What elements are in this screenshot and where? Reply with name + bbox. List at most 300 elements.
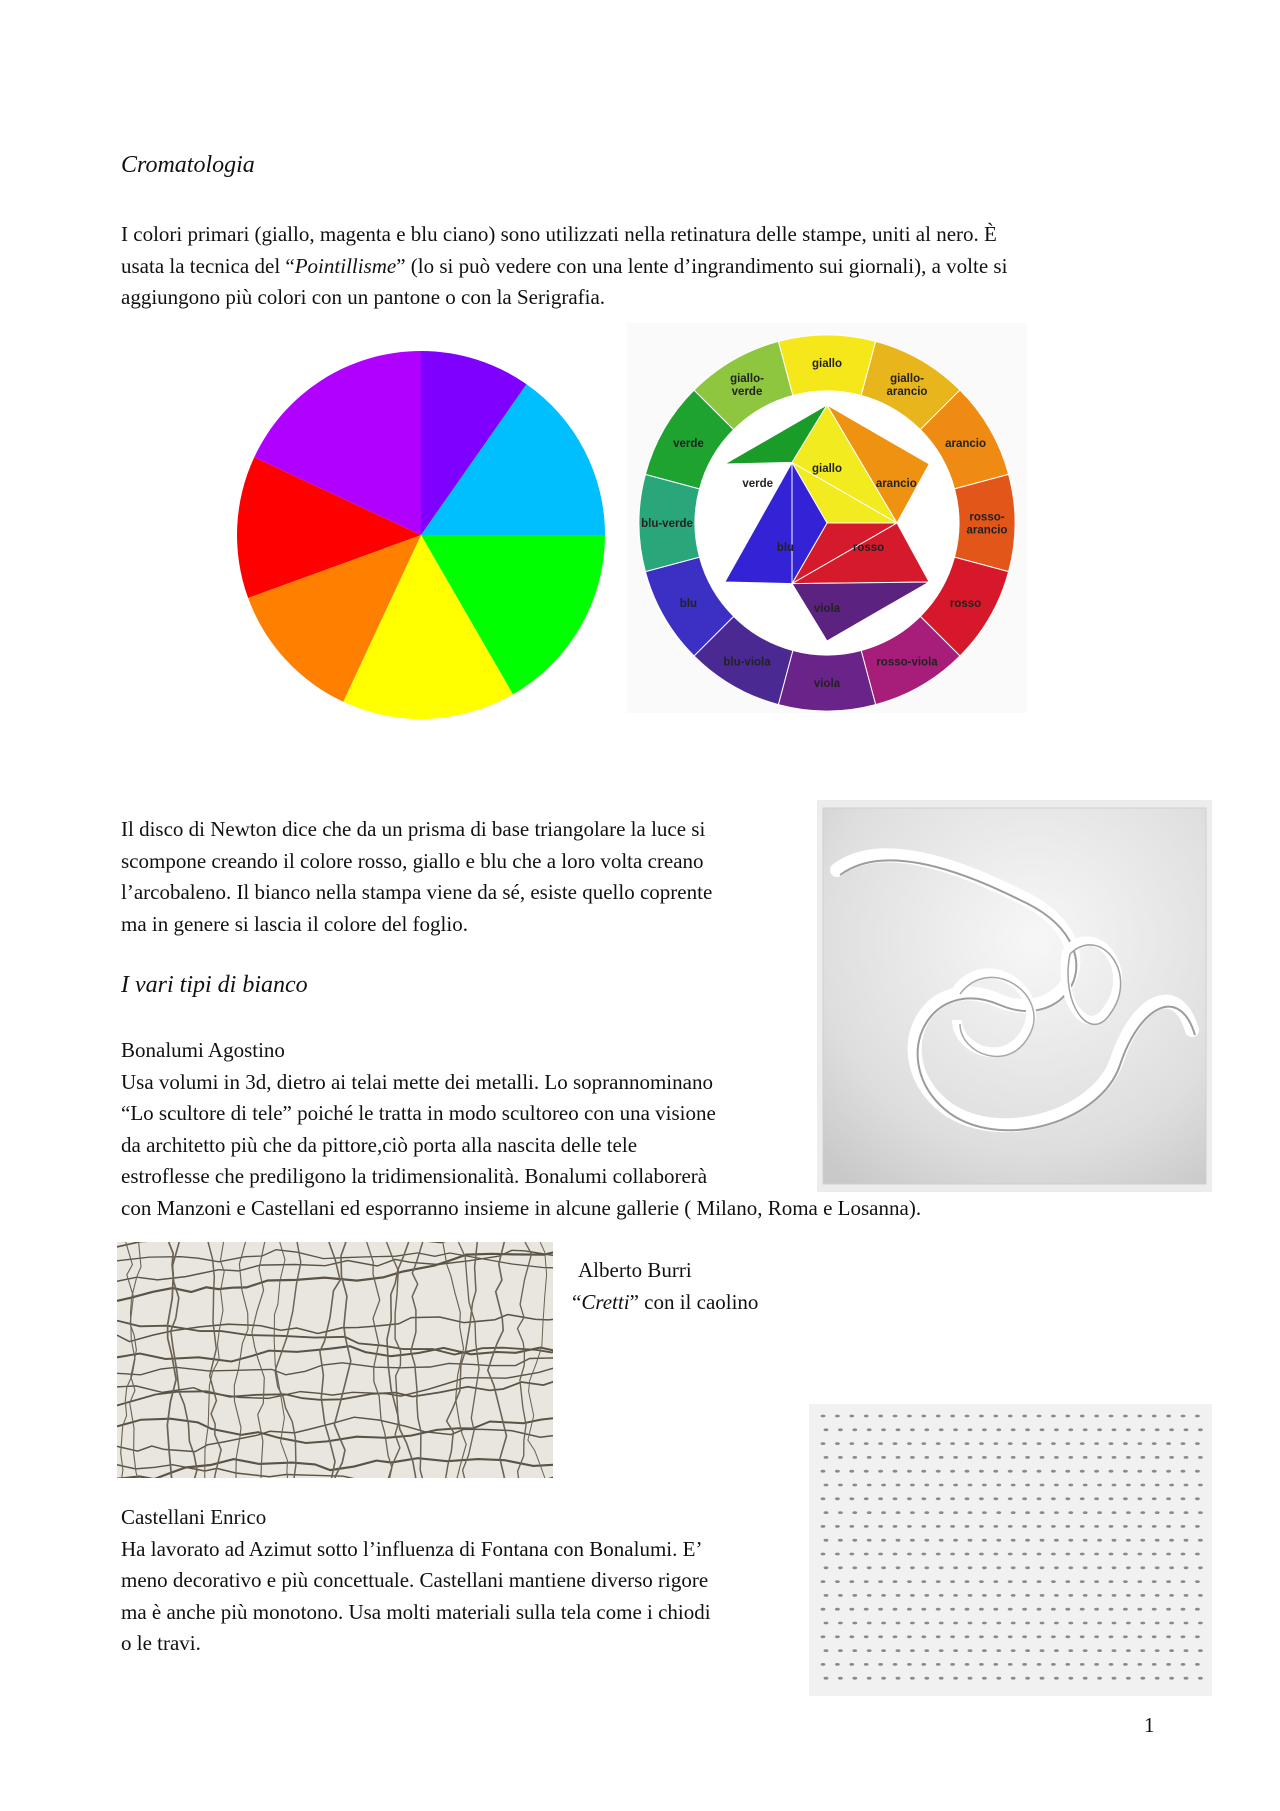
grid-dot — [1097, 1456, 1102, 1459]
grid-dot — [835, 1525, 840, 1528]
grid-dot — [1155, 1649, 1160, 1652]
bonalumi-name: Bonalumi Agostino — [121, 1038, 285, 1062]
grid-dot — [852, 1539, 857, 1542]
grid-dot — [1080, 1580, 1085, 1583]
grid-dot — [1037, 1608, 1042, 1611]
grid-dot — [1054, 1677, 1059, 1680]
grid-dot — [921, 1608, 926, 1611]
grid-dot — [1140, 1428, 1145, 1431]
grid-dot — [1051, 1553, 1056, 1556]
grid-dot — [1181, 1580, 1186, 1583]
grid-dot — [1011, 1649, 1016, 1652]
grid-dot — [907, 1497, 912, 1500]
grid-dot — [1109, 1580, 1114, 1583]
grid-dot — [936, 1608, 941, 1611]
grid-dot — [1140, 1622, 1145, 1625]
grid-dot — [1065, 1553, 1070, 1556]
grid-dot — [1083, 1539, 1088, 1542]
grid-dot — [921, 1663, 926, 1666]
grid-dot — [852, 1511, 857, 1514]
grid-dot — [1195, 1442, 1200, 1445]
grid-dot — [1169, 1622, 1174, 1625]
grid-dot — [1065, 1442, 1070, 1445]
grid-dot — [993, 1525, 998, 1528]
grid-dot — [1137, 1525, 1142, 1528]
grid-dot — [881, 1511, 886, 1514]
itten-wheel-graphic — [627, 323, 1027, 713]
newton-paragraph — [121, 814, 801, 940]
grid-dot — [824, 1456, 829, 1459]
grid-dot — [950, 1580, 955, 1583]
grid-dot — [1083, 1511, 1088, 1514]
grid-dot — [1094, 1553, 1099, 1556]
grid-dot — [996, 1456, 1001, 1459]
grid-dot — [1166, 1553, 1171, 1556]
intro-paragraph — [121, 219, 1161, 314]
grid-dot — [1155, 1484, 1160, 1487]
grid-dot — [835, 1580, 840, 1583]
grid-dot — [1112, 1594, 1117, 1597]
grid-dot — [1184, 1511, 1189, 1514]
grid-dot — [982, 1649, 987, 1652]
grid-dot — [852, 1649, 857, 1652]
grid-dot — [968, 1511, 973, 1514]
grid-dot — [1137, 1442, 1142, 1445]
grid-dot — [939, 1566, 944, 1569]
grid-dot — [1094, 1663, 1099, 1666]
grid-dot — [939, 1428, 944, 1431]
grid-dot — [953, 1649, 958, 1652]
grid-dot — [1065, 1608, 1070, 1611]
grid-dot — [1184, 1677, 1189, 1680]
grid-dot — [950, 1415, 955, 1418]
grid-dot — [867, 1428, 872, 1431]
grid-dot — [965, 1497, 970, 1500]
grid-dot — [1140, 1649, 1145, 1652]
grid-dot — [1166, 1663, 1171, 1666]
grid-dot — [924, 1677, 929, 1680]
grid-dot — [965, 1470, 970, 1473]
grid-dot — [896, 1622, 901, 1625]
grid-dot — [1022, 1635, 1027, 1638]
grid-dot — [1155, 1622, 1160, 1625]
grid-dot — [1094, 1497, 1099, 1500]
grid-dot — [1198, 1511, 1203, 1514]
grid-dot — [1112, 1428, 1117, 1431]
grid-dot — [1011, 1511, 1016, 1514]
grid-dot — [1112, 1677, 1117, 1680]
grid-dot — [1022, 1470, 1027, 1473]
grid-dot — [1166, 1608, 1171, 1611]
grid-dot — [979, 1608, 984, 1611]
grid-dot — [1051, 1497, 1056, 1500]
wheel-outer-label: rosso-viola — [876, 656, 938, 669]
grid-dot — [1051, 1525, 1056, 1528]
grid-dot — [849, 1525, 854, 1528]
wheel-outer-label: arancio — [886, 385, 928, 398]
grid-dot — [1008, 1497, 1013, 1500]
grid-dot — [1152, 1415, 1157, 1418]
grid-dot — [1112, 1622, 1117, 1625]
wheel-outer-label: blu-verde — [641, 518, 693, 530]
grid-dot — [924, 1649, 929, 1652]
grid-dot — [968, 1484, 973, 1487]
grid-dot — [824, 1484, 829, 1487]
grid-dot — [881, 1594, 886, 1597]
grid-dot — [1022, 1608, 1027, 1611]
grid-dot — [867, 1566, 872, 1569]
intro-line-2: usata la tecnica del “Pointillisme” (lo si può vedere con una lente d’ingrandimento sui giornali), a volte si — [121, 253, 1008, 278]
wheel-outer-label: blu — [679, 598, 698, 610]
grid-dot — [1137, 1663, 1142, 1666]
grid-dot — [907, 1635, 912, 1638]
bonalumi-line-1: Usa volumi in 3d, dietro ai telai mette dei metalli. Lo soprannominano — [121, 1069, 713, 1094]
grid-dot — [965, 1553, 970, 1556]
grid-dot — [1140, 1456, 1145, 1459]
grid-dot — [1051, 1442, 1056, 1445]
grid-dot — [1109, 1415, 1114, 1418]
grid-dot — [849, 1415, 854, 1418]
grid-dot — [1080, 1635, 1085, 1638]
grid-dot — [838, 1456, 843, 1459]
grid-dot — [1065, 1525, 1070, 1528]
grid-dot — [864, 1580, 869, 1583]
grid-dot — [965, 1442, 970, 1445]
grid-dot — [1051, 1580, 1056, 1583]
grid-dot — [849, 1442, 854, 1445]
grid-dot — [950, 1553, 955, 1556]
grid-dot — [993, 1415, 998, 1418]
grid-dot — [896, 1539, 901, 1542]
grid-dot — [921, 1580, 926, 1583]
grid-dot — [838, 1566, 843, 1569]
grid-dot — [936, 1635, 941, 1638]
grid-dot — [1054, 1428, 1059, 1431]
grid-dot — [852, 1622, 857, 1625]
grid-dot — [1011, 1622, 1016, 1625]
grid-dot — [1195, 1525, 1200, 1528]
grid-dot — [1068, 1539, 1073, 1542]
grid-dot — [953, 1566, 958, 1569]
grid-dot — [1025, 1428, 1030, 1431]
grid-dot — [835, 1553, 840, 1556]
wheel-outer-label: giallo- — [730, 372, 764, 385]
crack-line — [332, 1242, 351, 1478]
grid-dot — [993, 1608, 998, 1611]
grid-dot — [1169, 1428, 1174, 1431]
wheel-outer-label: viola — [813, 678, 841, 690]
grid-dot — [1198, 1649, 1203, 1652]
grid-dot — [1080, 1663, 1085, 1666]
grid-dot — [996, 1677, 1001, 1680]
grid-dot — [1137, 1415, 1142, 1418]
grid-dot — [852, 1566, 857, 1569]
grid-dot — [1152, 1525, 1157, 1528]
grid-dot — [896, 1456, 901, 1459]
grid-dot — [1184, 1622, 1189, 1625]
grid-dot — [1022, 1497, 1027, 1500]
grid-dot — [1065, 1635, 1070, 1638]
page-number: 1 — [1144, 1713, 1155, 1737]
grid-dot — [996, 1594, 1001, 1597]
burri-work: “Cretti” con il caolino — [572, 1289, 759, 1314]
grid-dot — [1195, 1553, 1200, 1556]
grid-dot — [907, 1580, 912, 1583]
grid-dot — [1184, 1539, 1189, 1542]
grid-dot — [1140, 1511, 1145, 1514]
grid-dot — [1184, 1594, 1189, 1597]
grid-dot — [1181, 1525, 1186, 1528]
grid-dot — [1152, 1580, 1157, 1583]
grid-dot — [1025, 1649, 1030, 1652]
wheel-outer-label: rosso- — [969, 511, 1005, 524]
grid-dot — [953, 1594, 958, 1597]
grid-dot — [921, 1525, 926, 1528]
grid-dot — [1094, 1470, 1099, 1473]
grid-dot — [982, 1484, 987, 1487]
grid-dot — [1166, 1525, 1171, 1528]
grid-dot — [939, 1677, 944, 1680]
grid-dot — [838, 1622, 843, 1625]
grid-dot — [1112, 1456, 1117, 1459]
grid-dot — [878, 1635, 883, 1638]
grid-dot — [1068, 1428, 1073, 1431]
grid-dot — [1181, 1415, 1186, 1418]
grid-dot — [921, 1470, 926, 1473]
grid-dot — [1040, 1511, 1045, 1514]
grid-dot — [936, 1663, 941, 1666]
grid-dot — [1109, 1553, 1114, 1556]
grid-dot — [1184, 1456, 1189, 1459]
grid-dot — [1184, 1566, 1189, 1569]
grid-dot — [881, 1456, 886, 1459]
grid-dot — [1097, 1484, 1102, 1487]
grid-dot — [979, 1470, 984, 1473]
grid-dot — [1126, 1456, 1131, 1459]
grid-dot — [867, 1456, 872, 1459]
grid-dot — [907, 1608, 912, 1611]
grid-dot — [1097, 1428, 1102, 1431]
grid-dot — [864, 1608, 869, 1611]
grid-dot — [881, 1539, 886, 1542]
grid-dot — [1008, 1608, 1013, 1611]
grid-dot — [982, 1622, 987, 1625]
grid-dot — [936, 1415, 941, 1418]
grid-dot — [953, 1622, 958, 1625]
grid-dot — [1025, 1622, 1030, 1625]
grid-dot — [1152, 1470, 1157, 1473]
grid-dot — [849, 1580, 854, 1583]
grid-dot — [1040, 1456, 1045, 1459]
grid-dot — [1065, 1580, 1070, 1583]
grid-dot — [968, 1649, 973, 1652]
grid-dot — [1198, 1539, 1203, 1542]
grid-dot — [878, 1608, 883, 1611]
grid-dot — [821, 1497, 826, 1500]
grid-dot — [1068, 1484, 1073, 1487]
grid-dot — [881, 1649, 886, 1652]
grid-dot — [982, 1566, 987, 1569]
grid-dot — [878, 1580, 883, 1583]
grid-dot — [1083, 1622, 1088, 1625]
grid-dot — [1011, 1484, 1016, 1487]
grid-dot — [979, 1553, 984, 1556]
grid-dot — [852, 1428, 857, 1431]
burri-caption — [572, 1255, 832, 1318]
grid-dot — [867, 1484, 872, 1487]
grid-dot — [1080, 1525, 1085, 1528]
grid-dot — [893, 1442, 898, 1445]
grid-dot — [1152, 1442, 1157, 1445]
grid-dot — [1166, 1415, 1171, 1418]
grid-dot — [1123, 1608, 1128, 1611]
grid-dot — [1109, 1442, 1114, 1445]
grid-dot — [1166, 1635, 1171, 1638]
grid-dot — [924, 1566, 929, 1569]
grid-dot — [979, 1525, 984, 1528]
wheel-inner-label: arancio — [875, 478, 917, 490]
grid-dot — [1008, 1663, 1013, 1666]
crack-line — [488, 1242, 507, 1478]
grid-dot — [878, 1553, 883, 1556]
grid-dot — [1195, 1415, 1200, 1418]
grid-dot — [979, 1635, 984, 1638]
grid-dot — [1198, 1484, 1203, 1487]
grid-dot — [1184, 1428, 1189, 1431]
grid-dot — [1155, 1677, 1160, 1680]
grid-dot — [1097, 1566, 1102, 1569]
grid-dot — [993, 1580, 998, 1583]
grid-dot — [907, 1415, 912, 1418]
crack-line — [117, 1242, 553, 1247]
wheel-outer-label: giallo- — [890, 372, 924, 385]
castellani-line-1: Ha lavorato ad Azimut sotto l’influenza di Fontana con Bonalumi. E’ — [121, 1536, 703, 1561]
grid-dot — [1198, 1622, 1203, 1625]
grid-dot — [1181, 1497, 1186, 1500]
grid-dot — [1195, 1580, 1200, 1583]
grid-dot — [1008, 1525, 1013, 1528]
grid-dot — [1068, 1566, 1073, 1569]
grid-dot — [1140, 1484, 1145, 1487]
grid-dot — [878, 1497, 883, 1500]
newton-line-4: ma in genere si lascia il colore del foglio. — [121, 911, 468, 936]
grid-dot — [1123, 1442, 1128, 1445]
grid-dot — [1025, 1677, 1030, 1680]
grid-dot — [1126, 1677, 1131, 1680]
grid-dot — [878, 1442, 883, 1445]
grid-dot — [1025, 1539, 1030, 1542]
grid-dot — [910, 1539, 915, 1542]
grid-dot — [1037, 1442, 1042, 1445]
grid-dot — [867, 1511, 872, 1514]
grid-dot — [1022, 1553, 1027, 1556]
grid-dot — [910, 1428, 915, 1431]
grid-dot — [924, 1456, 929, 1459]
wheel-outer-label: arancio — [945, 438, 987, 450]
grid-dot — [1054, 1539, 1059, 1542]
grid-dot — [982, 1428, 987, 1431]
grid-dot — [1181, 1663, 1186, 1666]
grid-dot — [835, 1442, 840, 1445]
grid-dot — [1169, 1677, 1174, 1680]
grid-dot — [824, 1622, 829, 1625]
grid-dot — [896, 1428, 901, 1431]
grid-dot — [939, 1649, 944, 1652]
burri-name: Alberto Burri — [578, 1258, 692, 1282]
grid-dot — [864, 1553, 869, 1556]
grid-dot — [1022, 1525, 1027, 1528]
grid-dot — [1109, 1608, 1114, 1611]
grid-dot — [1126, 1594, 1131, 1597]
grid-dot — [864, 1525, 869, 1528]
grid-dot — [1112, 1566, 1117, 1569]
grid-dot — [878, 1470, 883, 1473]
grid-dot — [893, 1470, 898, 1473]
grid-dot — [1097, 1649, 1102, 1652]
grid-dot — [1068, 1594, 1073, 1597]
grid-dot — [924, 1594, 929, 1597]
grid-dot — [1137, 1470, 1142, 1473]
grid-dot — [1011, 1594, 1016, 1597]
crack-line — [411, 1242, 427, 1478]
grid-dot — [1008, 1553, 1013, 1556]
grid-dot — [996, 1539, 1001, 1542]
grid-dot — [849, 1553, 854, 1556]
grid-dot — [838, 1594, 843, 1597]
grid-dot — [1137, 1580, 1142, 1583]
grid-dot — [982, 1594, 987, 1597]
grid-dot — [939, 1456, 944, 1459]
grid-dot — [1126, 1566, 1131, 1569]
grid-dot — [953, 1511, 958, 1514]
grid-dot — [1054, 1594, 1059, 1597]
grid-dot — [950, 1663, 955, 1666]
grid-dot — [1083, 1428, 1088, 1431]
wheel-outer-label: rosso — [949, 598, 982, 610]
grid-dot — [1126, 1511, 1131, 1514]
wheel-inner-label: viola — [813, 603, 841, 615]
section-heading-bianco: I vari tipi di bianco — [121, 972, 308, 998]
grid-dot — [838, 1677, 843, 1680]
grid-dot — [878, 1663, 883, 1666]
wheel-outer-label: verde — [673, 438, 704, 450]
grid-dot — [968, 1622, 973, 1625]
grid-dot — [993, 1497, 998, 1500]
grid-dot — [993, 1553, 998, 1556]
grid-dot — [1137, 1497, 1142, 1500]
grid-dot — [821, 1525, 826, 1528]
grid-dot — [1126, 1484, 1131, 1487]
grid-dot — [1137, 1608, 1142, 1611]
grid-dot — [924, 1539, 929, 1542]
grid-dot — [965, 1608, 970, 1611]
wheel-outer-label: arancio — [966, 524, 1008, 537]
grid-dot — [1195, 1635, 1200, 1638]
grid-dot — [1065, 1497, 1070, 1500]
grid-dot — [1054, 1484, 1059, 1487]
grid-dot — [1123, 1580, 1128, 1583]
grid-dot — [1025, 1511, 1030, 1514]
grid-dot — [1195, 1608, 1200, 1611]
grid-dot — [1065, 1663, 1070, 1666]
grid-dot — [881, 1484, 886, 1487]
grid-dot — [821, 1553, 826, 1556]
grid-dot — [1022, 1415, 1027, 1418]
grid-dot — [1051, 1608, 1056, 1611]
grid-dot — [1166, 1470, 1171, 1473]
grid-dot — [1037, 1415, 1042, 1418]
grid-dot — [852, 1456, 857, 1459]
